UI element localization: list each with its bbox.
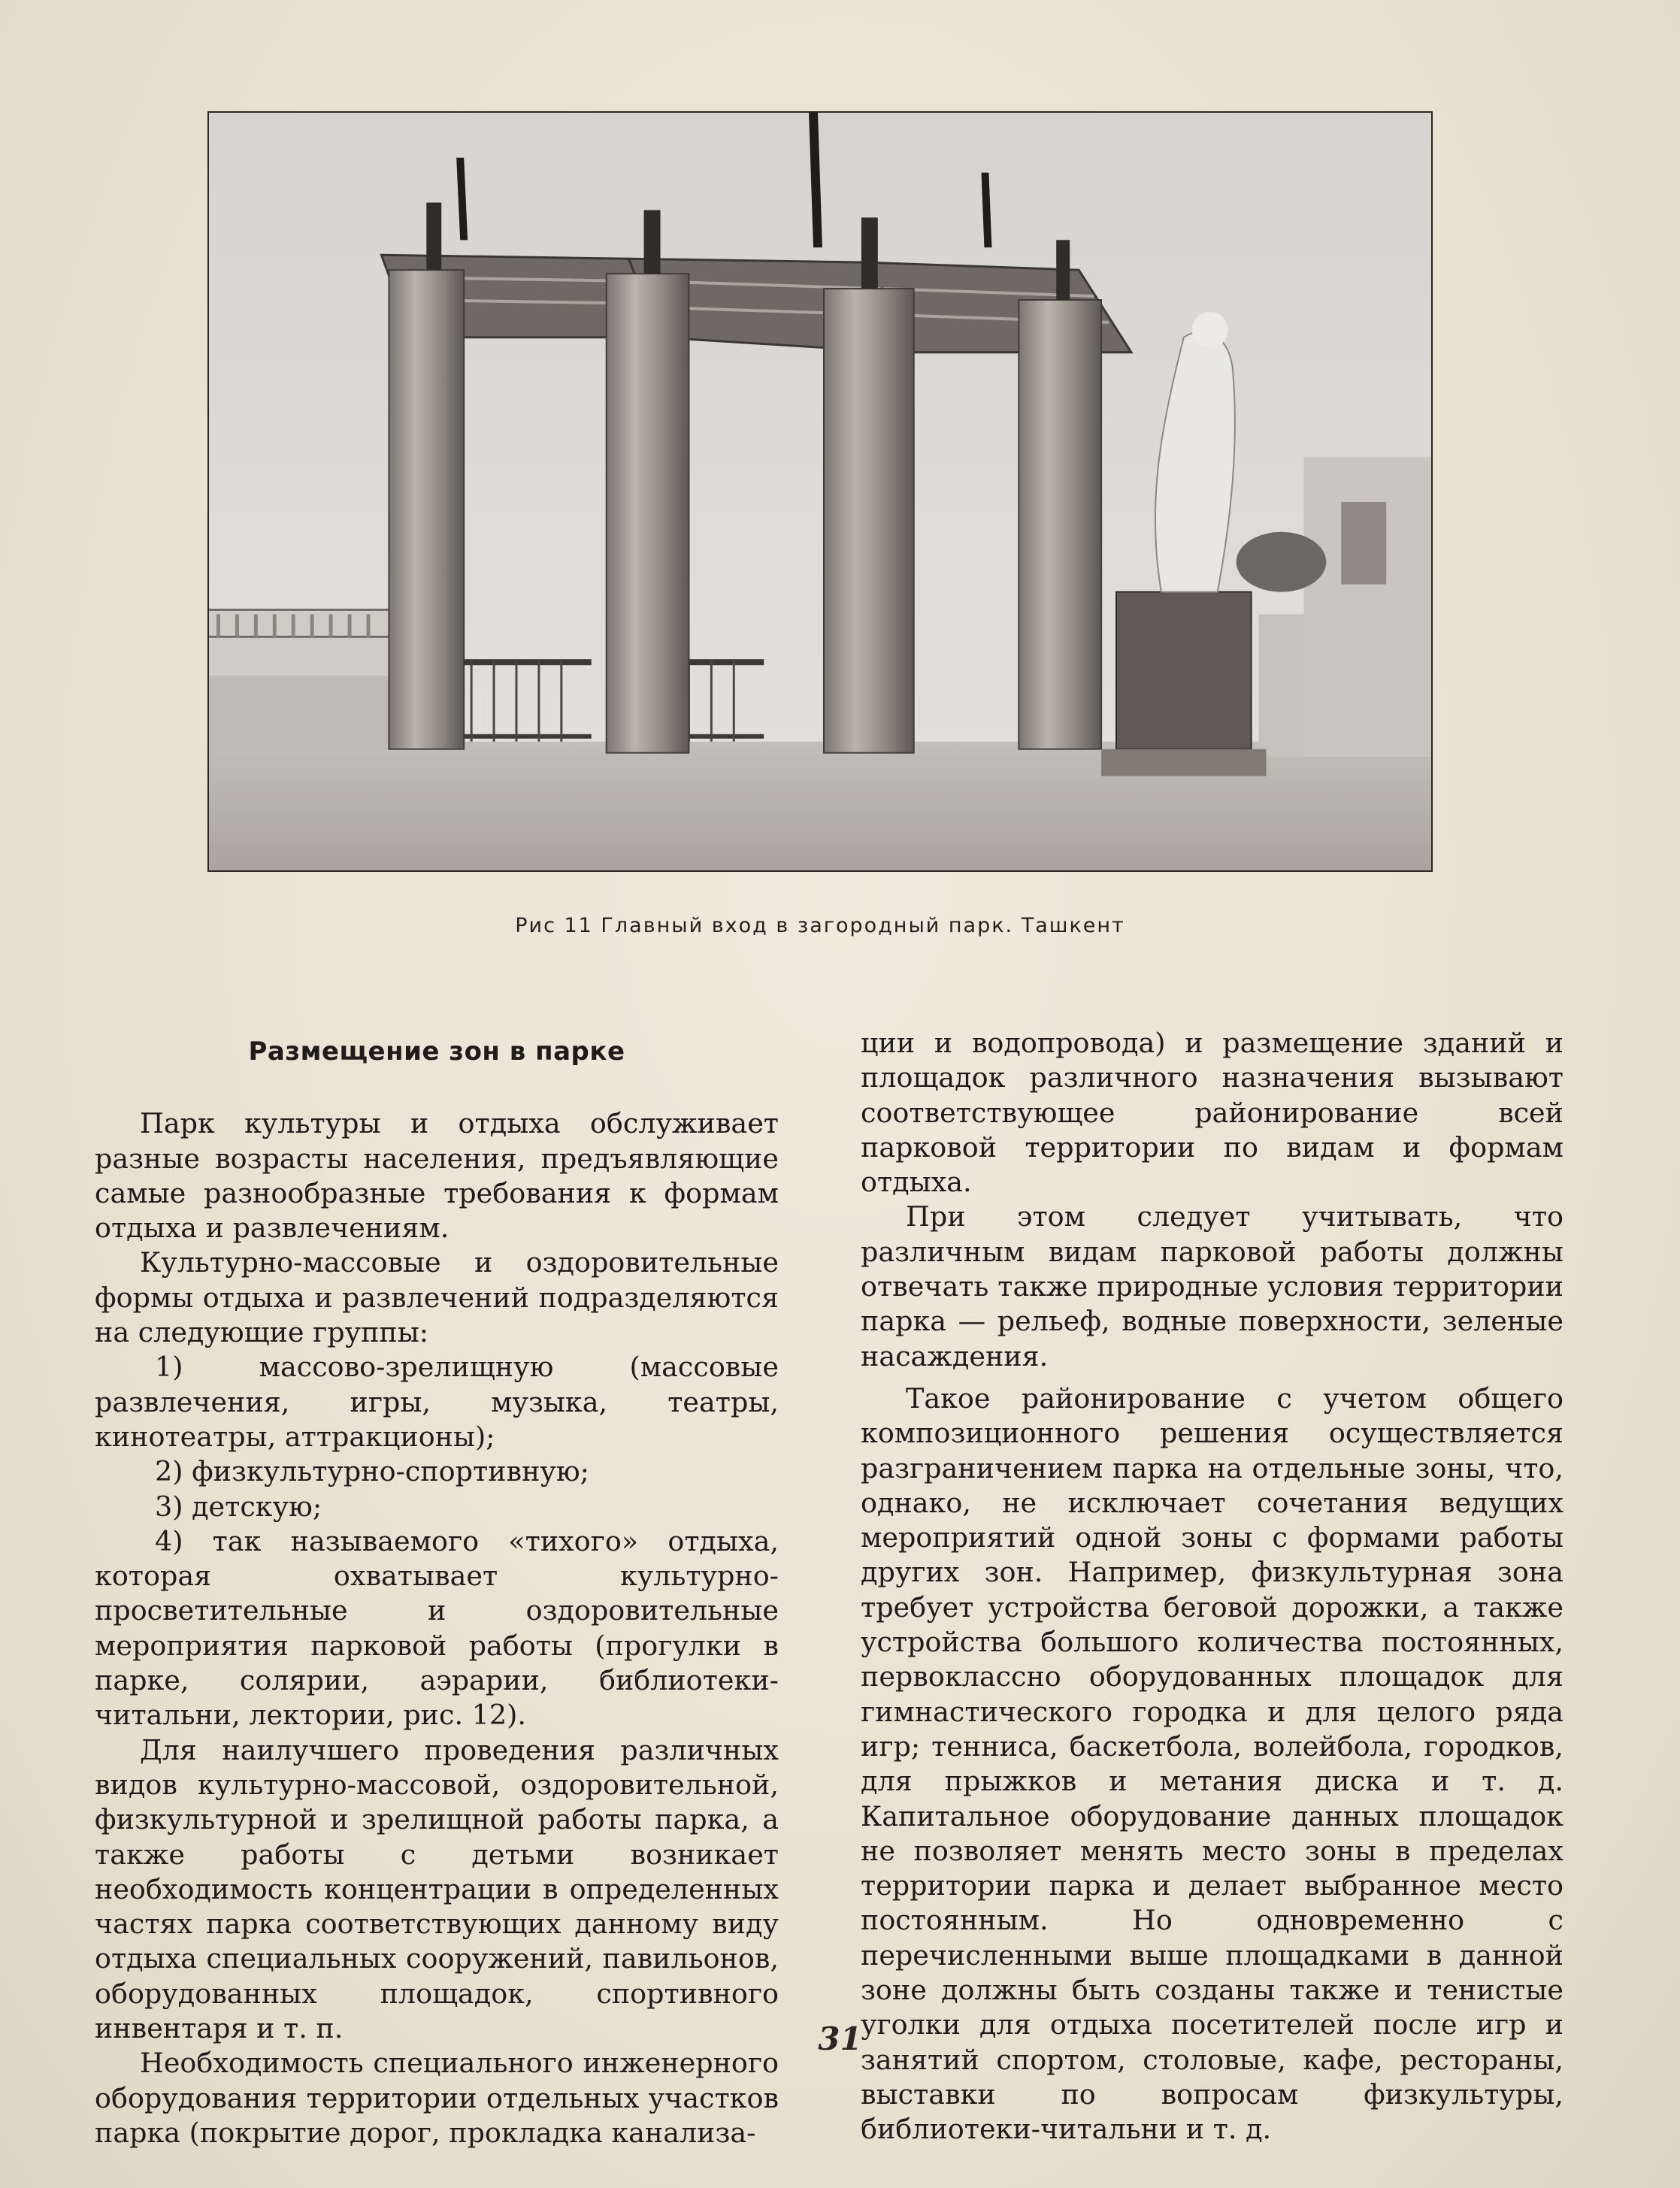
park-entrance-photo xyxy=(207,111,1433,872)
paragraph: При этом следует учитывать, что различным видам парковой работы должны отвечать также природные условия территории парка — рельеф, водные поверхности, зеленые насаждения. xyxy=(861,1200,1563,1372)
page-number: 31 xyxy=(818,2020,862,2057)
left-column xyxy=(95,1026,779,2150)
paragraph: Культурно-массовые и оздоровительные формы отдыха и развлечений подразделяются на следующие группы: xyxy=(95,1246,779,1349)
list-item: 2) физкультурно-спортивную; xyxy=(155,1455,589,1488)
list-item: 3) детскую; xyxy=(155,1490,322,1523)
paragraph: Для наилучшего проведения различных видов культурно-массовой, оздоровительной, физкультурной и зрелищной работы парка, а также работы с детьми возникает необходимость концентрации в определенных частях парка соответствующих данному виду отдыха специальных сооружений, павильонов, оборудованных площадок, спортивного инвентаря и т. п. xyxy=(95,1733,779,2045)
list-item: 4) так называемого «тихого» отдыха, которая охватывает культурно-просветительные и оздоровительные мероприятия парковой работы (прогулки в парке, солярии, аэрарии, библиотеки-читальни, лектории, рис. 12). xyxy=(95,1524,779,1732)
right-column xyxy=(861,1026,1563,2147)
list-item: 1) массово-зрелищную (массовые развлечения, игры, музыка, театры, кинотеатры, аттракционы); xyxy=(95,1351,779,1453)
paragraph: Парк культуры и отдыха обслуживает разные возрасты населения, предъявляющие самые разнообразные требования к формам отдыха и развлечениям. xyxy=(95,1107,779,1245)
paragraph: ции и водопровода) и размещение зданий и площадок различного назначения вызывают соответствующее районирование всей парковой территории по видам и формам отдыха. xyxy=(861,1027,1563,1199)
paragraph: Такое районирование с учетом общего композиционного решения осуществляется разграничением парка на отдельные зоны, что, однако, не исключает сочетания ведущих мероприятий одной зоны с формами работы других зон. Например, физкультурная зона требует устройства беговой дорожки, а также устройства большого количества постоянных, первоклассно оборудованных площадок для гимнастического городка и для целого ряда игр; тенниса, баскетбола, волейбола, городков, для прыжков и метания диска и т. д. Капитальное оборудование данных площадок не позволяет менять место зоны в пределах территории парка и делает выбранное место постоянным. Но одновременно с перечисленными выше площадками в данной зоне должны быть созданы также и тенистые уголки для отдыха посетителей после игр и занятий спортом, столовые, кафе, рестораны, выставки по вопросам физкультуры, библиотеки-читальни и т. д. xyxy=(861,1381,1563,2146)
section-heading: Размещение зон в парке xyxy=(248,1037,625,1067)
photo-illustration xyxy=(209,113,1431,870)
figure-caption: Рис 11 Главный вход в загородный парк. Ташкент xyxy=(515,914,1125,937)
paragraph: Необходимость специального инженерного оборудования территории отдельных участков парка (покрытие дорог, прокладка канализа- xyxy=(95,2047,779,2149)
